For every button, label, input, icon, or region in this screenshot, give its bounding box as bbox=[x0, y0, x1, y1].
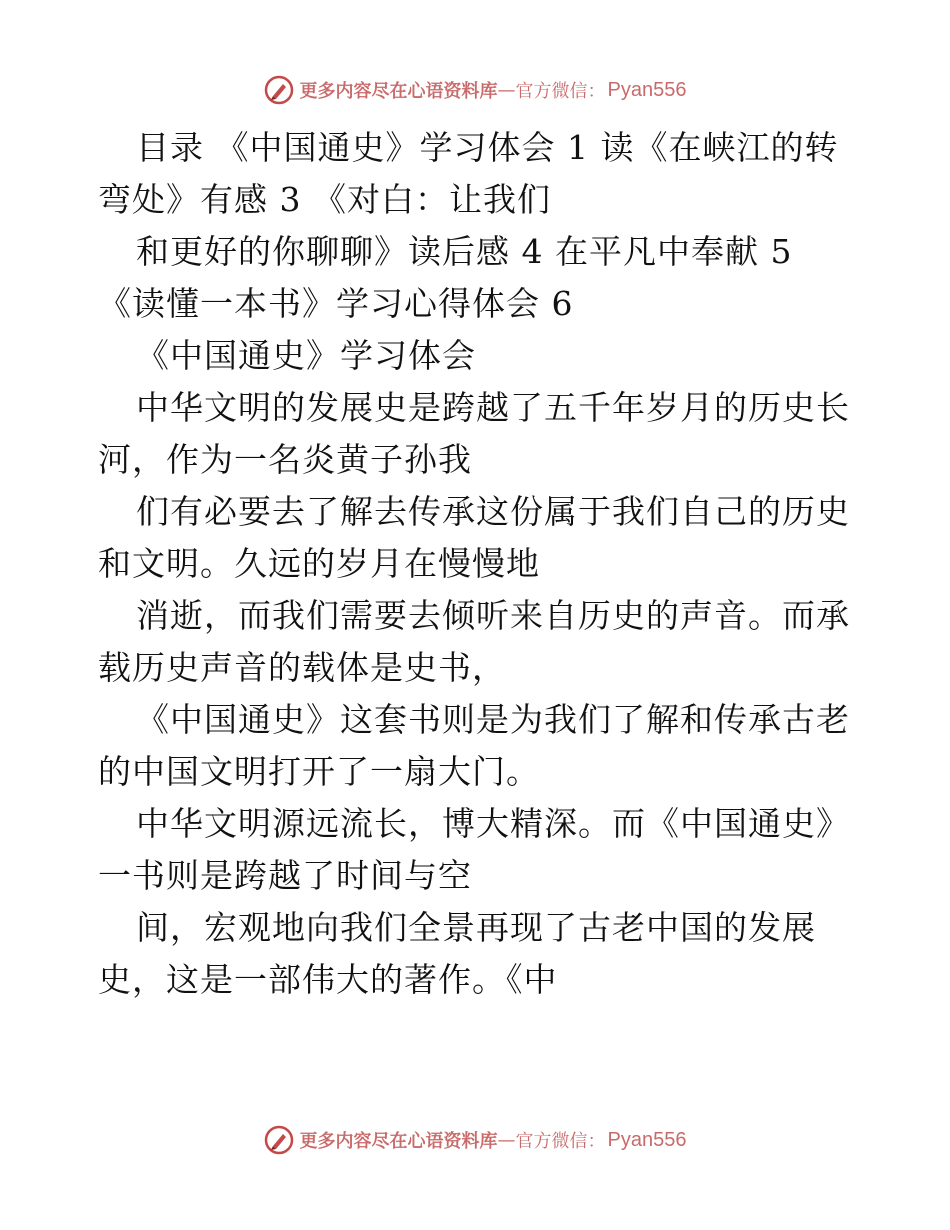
watermark-label: 官方微信： bbox=[515, 81, 606, 102]
text-line: 河，作为一名炎黄子孙我 bbox=[98, 440, 472, 479]
text-line: 中华文明的发展史是跨越了五千年岁月的历史长 bbox=[136, 388, 850, 427]
text-line: 《中国通史》这套书则是为我们了解和传承古老 bbox=[136, 700, 850, 739]
text-line: 史，这是一部伟大的著作。《中 bbox=[98, 960, 558, 999]
text-line: 们有必要去了解去传承这份属于我们自己的历史 bbox=[136, 492, 850, 531]
watermark-wechat-id: Pyan556 bbox=[607, 1128, 687, 1151]
watermark-label: 官方微信： bbox=[515, 1131, 606, 1152]
section-title: 《中国通史》学习体会 bbox=[136, 336, 476, 375]
header-watermark bbox=[0, 70, 950, 110]
watermark-wechat-id: Pyan556 bbox=[607, 78, 687, 101]
text-line: 中华文明源远流长，博大精深。而《中国通史》 bbox=[136, 804, 850, 843]
document-body bbox=[98, 122, 858, 1006]
pen-logo-icon bbox=[264, 1125, 294, 1155]
watermark-site-text: 更多内容尽在心语资料库 bbox=[299, 1131, 498, 1152]
text-line: 的中国文明打开了一扇大门。 bbox=[98, 752, 540, 791]
text-line: 和更好的你聊聊》读后感 4 在平凡中奉献 5 bbox=[136, 232, 793, 271]
text-line: 弯处》有感 3 《对白：让我们 bbox=[98, 180, 551, 219]
pen-logo-icon bbox=[264, 75, 294, 105]
text-line: 间，宏观地向我们全景再现了古老中国的发展 bbox=[136, 908, 816, 947]
footer-watermark bbox=[0, 1120, 950, 1160]
text-line: 消逝，而我们需要去倾听来自历史的声音。而承 bbox=[136, 596, 850, 635]
text-line: 载历史声音的载体是史书， bbox=[98, 648, 506, 687]
watermark-site-text: 更多内容尽在心语资料库 bbox=[299, 81, 498, 102]
text-line: 《读懂一本书》学习心得体会 6 bbox=[98, 284, 574, 323]
text-line: 和文明。久远的岁月在慢慢地 bbox=[98, 544, 540, 583]
watermark-dash: — bbox=[497, 1129, 516, 1151]
watermark-dash: — bbox=[497, 79, 516, 101]
text-line: 一书则是跨越了时间与空 bbox=[98, 856, 472, 895]
text-line: 目录 《中国通史》学习体会 1 读《在峡江的转 bbox=[136, 128, 839, 167]
